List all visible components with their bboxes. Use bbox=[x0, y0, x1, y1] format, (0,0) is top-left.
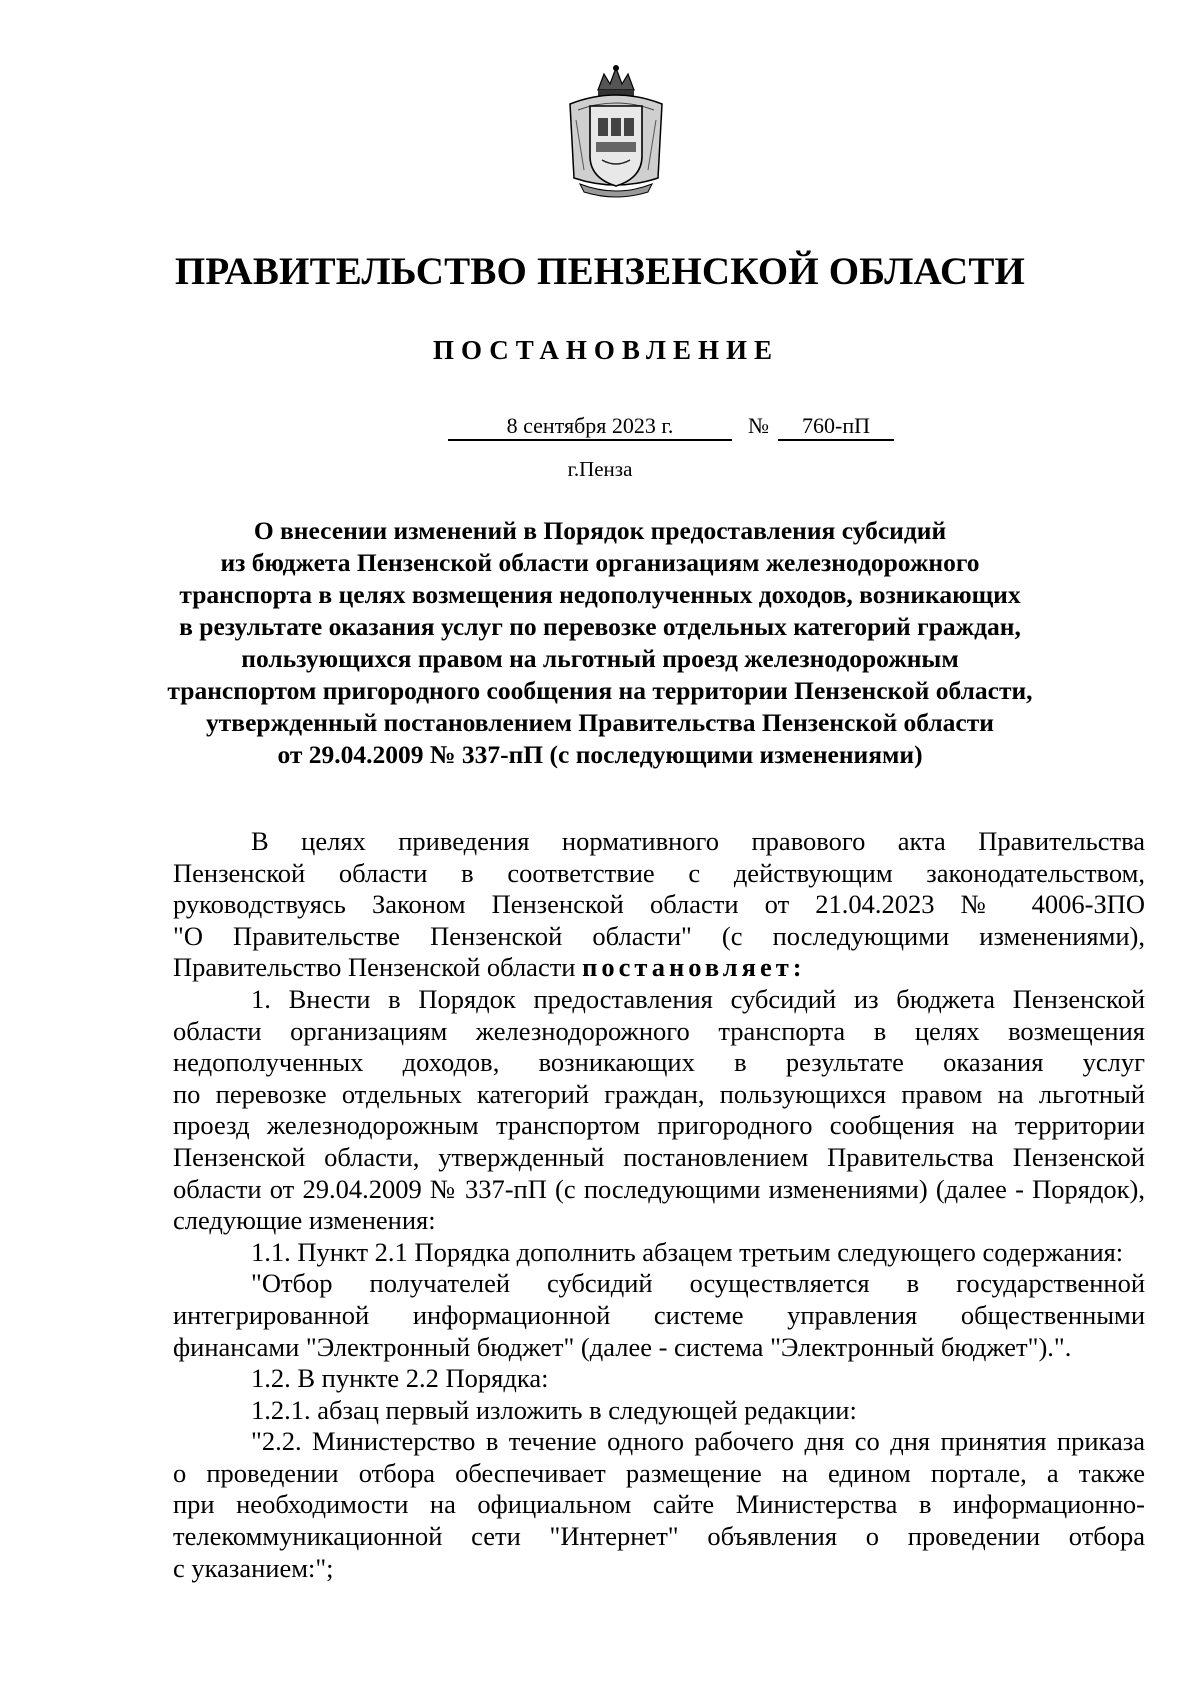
subject-line: пользующихся правом на льготный проезд железнодорожным bbox=[241, 644, 959, 673]
document-subject bbox=[160, 515, 1040, 771]
body-line: руководствуясь Законом Пензенской области от 21.04.2023 № 4006-ЗПО bbox=[173, 889, 1145, 920]
body-line: по перевозке отдельных категорий граждан, пользующихся правом на льготный bbox=[173, 1078, 1145, 1109]
body-line: "Отбор получателей субсидий осуществляется в государственной bbox=[251, 1268, 1145, 1299]
body-line: "2.2. Министерство в течение одного рабочего дня со дня принятия приказа bbox=[251, 1426, 1145, 1457]
document-type-title: ПОСТАНОВЛЕНИЕ bbox=[432, 335, 780, 365]
coat-of-arms-emblem bbox=[558, 60, 674, 200]
body-line bbox=[173, 952, 1145, 984]
body-line: о проведении отбора обеспечивает размещение на едином портале, а также bbox=[173, 1457, 1145, 1488]
subject-line: в результате оказания услуг по перевозке отдельных категорий граждан, bbox=[179, 612, 1021, 641]
body-line: проезд железнодорожным транспортом пригородного сообщения на территории bbox=[173, 1110, 1145, 1141]
number-sign: № bbox=[748, 413, 769, 438]
document-body bbox=[173, 826, 1145, 1584]
body-line: интегрированной информационной системе управления общественными bbox=[173, 1299, 1145, 1330]
document-date: 8 сентября 2023 г. bbox=[448, 413, 732, 441]
government-title: ПРАВИТЕЛЬСТВО ПЕНЗЕНСКОЙ ОБЛАСТИ bbox=[174, 250, 1026, 293]
body-line: области организациям железнодорожного транспорта в целях возмещения bbox=[173, 1015, 1145, 1046]
body-line: телекоммуникационной сети "Интернет" объявления о проведении отбора bbox=[173, 1521, 1145, 1552]
body-line: В целях приведения нормативного правового акта Правительства bbox=[251, 826, 1145, 856]
body-line: 1. Внести в Порядок предоставления субсидий из бюджета Пензенской bbox=[251, 983, 1145, 1014]
body-text: Правительство Пензенской области bbox=[173, 952, 583, 983]
body-line: следующие изменения: bbox=[173, 1205, 436, 1236]
document-number: 760-пП bbox=[778, 413, 894, 441]
subject-line: от 29.04.2009 № 337-пП (с последующими изменениями) bbox=[277, 740, 923, 769]
body-line: финансами "Электронный бюджет" (далее - система "Электронный бюджет").". bbox=[173, 1331, 1072, 1362]
body-line: области от 29.04.2009 № 337-пП (с последующими изменениями) (далее - Порядок), bbox=[173, 1173, 1145, 1204]
subject-line: утвержденный постановлением Правительства Пензенской области bbox=[206, 708, 994, 737]
body-line: 1.2.1. абзац первый изложить в следующей редакции: bbox=[251, 1394, 857, 1425]
subject-line: транспорта в целях возмещения недополученных доходов, возникающих bbox=[179, 580, 1021, 609]
body-line: 1.2. В пункте 2.2 Порядка: bbox=[251, 1363, 549, 1394]
body-line: "О Правительстве Пензенской области" (с последующими изменениями), bbox=[173, 920, 1145, 951]
body-line: с указанием:"; bbox=[173, 1552, 334, 1583]
body-line: недополученных доходов, возникающих в результате оказания услуг bbox=[173, 1047, 1145, 1078]
subject-line: О внесении изменений в Порядок предоставления субсидий bbox=[253, 516, 947, 545]
subject-line: из бюджета Пензенской области организациям железнодорожного bbox=[220, 548, 980, 577]
body-line: 1.1. Пункт 2.1 Порядка дополнить абзацем третьим следующего содержания: bbox=[251, 1236, 1124, 1267]
body-line: Пензенской области, утвержденный постановлением Правительства Пензенской bbox=[173, 1141, 1145, 1172]
subject-line: транспортом пригородного сообщения на территории Пензенской области, bbox=[167, 676, 1033, 705]
decree-keyword: постановляет: bbox=[582, 952, 806, 983]
city-name: г.Пенза bbox=[567, 457, 633, 481]
body-line: Пензенской области в соответствие с действующим законодательством, bbox=[173, 857, 1145, 888]
body-line: при необходимости на официальном сайте Министерства в информационно- bbox=[173, 1489, 1145, 1520]
